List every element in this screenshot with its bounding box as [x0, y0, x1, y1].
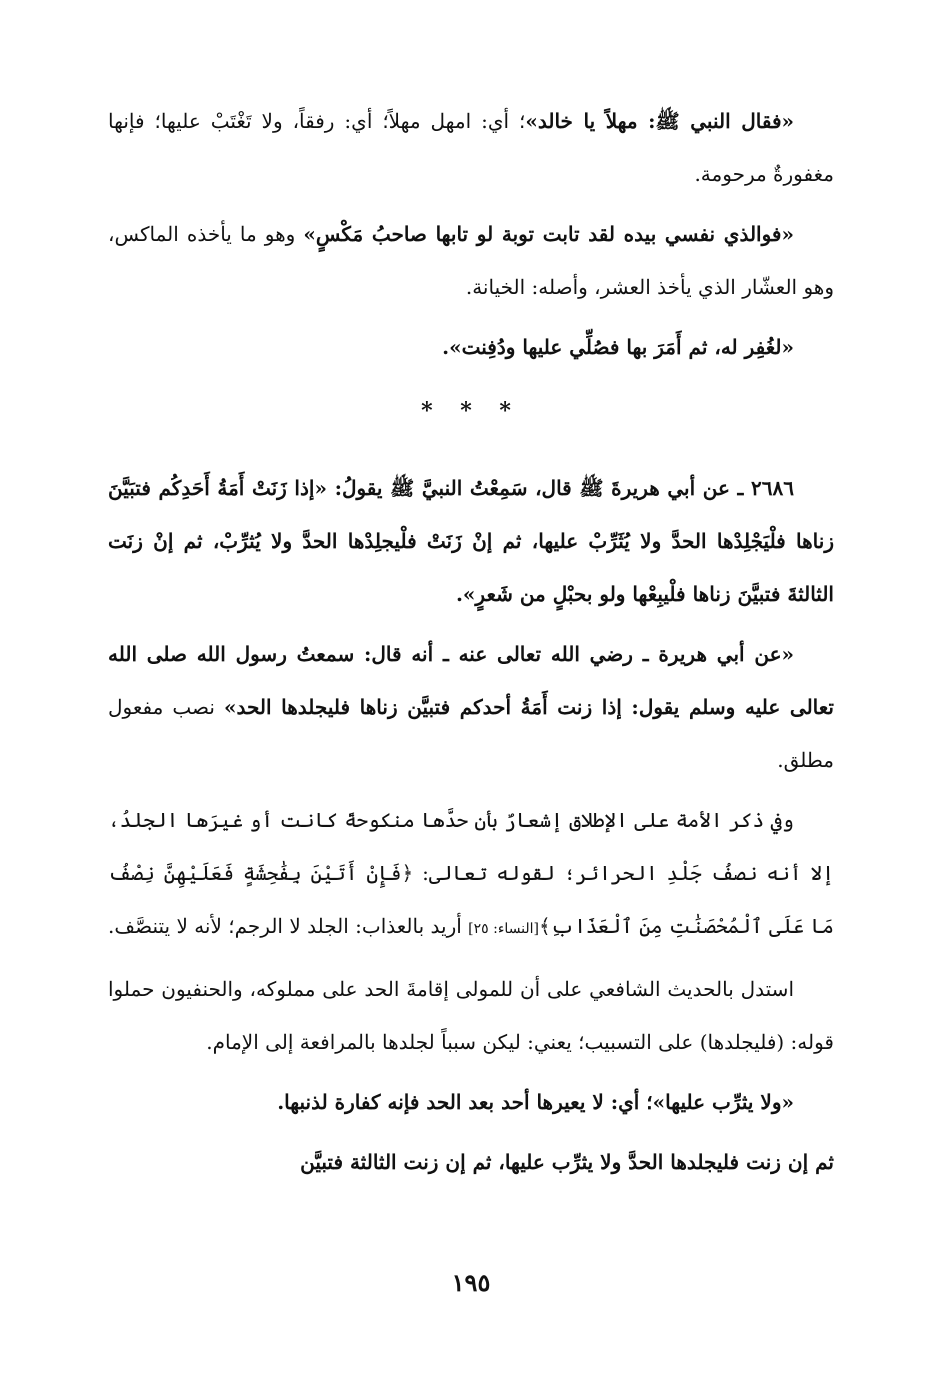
paragraph-1: [108, 95, 834, 201]
quran-verse: ﴿فَإِنْ أَتَيْنَ بِفَٰحِشَةٍ فَعَلَيْهِنَّ نِصْفُ مَا عَلَى ٱلْمُحْصَنَٰتِ مِنَ ٱلْعَذَابِ﴾: [108, 861, 834, 938]
paragraph-text: ؛ أي: امهل مهلاً؛ أي: رفقاً، ولا تَغْتَبْ عليها؛ فإنها مغفورةٌ مرحومة.: [108, 109, 834, 186]
commentary-1: [108, 628, 834, 787]
paragraph-text: وهو ما يأخذه الماكس، وهو العشّار الذي يأخذ العشر، وأصله: الخيانة.: [108, 222, 834, 299]
paragraph-3: [108, 321, 834, 374]
verse-citation: [النساء: ٢٥]: [468, 921, 540, 937]
commentary-text: أريد بالعذاب: الجلد لا الرجم؛ لأنه لا يتنصَّف.: [108, 914, 469, 938]
commentary-text: استدل بالحديث الشافعي على أن للمولى إقامةَ الحد على مملوكه، والحنفيون حملوا قوله: (فليجلدها) على التسبيب؛ يعني: ليكن سبباً لجلدها بالمرافعة إلى الإمام.: [108, 977, 834, 1054]
commentary-3: [108, 963, 834, 1069]
commentary-4: [108, 1076, 834, 1129]
commentary-5: [108, 1136, 834, 1189]
paragraph-2: [108, 208, 834, 314]
commentary-text: ؛ أي: لا يعيرها أحد بعد الحد فإنه كفارة لذنبها.: [277, 1090, 653, 1114]
commentary-2: [108, 794, 834, 956]
hadith-body: ـ عن أبي هريرةَ ﷺ قال، سَمِعْتُ النبيَّ ﷺ يقولُ: «إذا زَنَتْ أَمَةُ أَحَدِكُم فتبَيَّنَ زناها فلْيَجْلِدْها الحدَّ ولا يُثَرِّبْ عليها، ثم إنْ زَنَتْ فلْيجلِدْها الحدَّ ولا يُثرِّبْ، ثم إنْ زنَت الثالثةَ فتبيَّنَ زناها فلْيبِعْها ولو بحبْلٍ من شَعرٍ».: [108, 476, 834, 606]
commentary-text: وفي ذكر الأمة على الإطلاق إشعارٌ بأن حدَّها منكوحةً كانت أو غيرَها الجلدُ، إلا أنه نصفُ جَلْدِ الحرائر؛ لقوله تعالى:: [108, 808, 834, 885]
quote-bold: «لغُفِر له، ثم أَمَرَ بها فصُلِّي عليها ودُفِنت».: [442, 335, 794, 359]
page-body: [108, 95, 834, 1196]
quote-bold: «فوالذي نفسي بيده لقد تابت توبة لو تابها صاحبُ مَكْسٍ»: [303, 222, 794, 246]
hadith-text: [108, 462, 834, 621]
quote-bold: «فقال النبي ﷺ: مهلاً يا خالد»: [525, 109, 795, 133]
section-separator: * * *: [421, 398, 521, 424]
commentary-text: نصب مفعول مطلق.: [108, 695, 834, 772]
quote-bold: «ولا يثرِّب عليها»: [652, 1090, 794, 1114]
page-number: ١٩٥: [451, 1268, 491, 1297]
quote-bold: ثم إن زنت فليجلدها الحدَّ ولا يثرِّب عليها، ثم إن زنت الثالثة فتبيَّن: [300, 1150, 834, 1174]
hadith-number: ٢٦٨٦: [751, 476, 794, 500]
quote-bold: «عن أبي هريرة ـ رضي الله تعالى عنه ـ أنه قال: سمعتُ رسول الله صلى الله تعالى عليه وسلم يقول: إذا زنت أَمَةُ أحدكم فتبيَّن زناها فليجلدها الحد»: [108, 642, 834, 719]
